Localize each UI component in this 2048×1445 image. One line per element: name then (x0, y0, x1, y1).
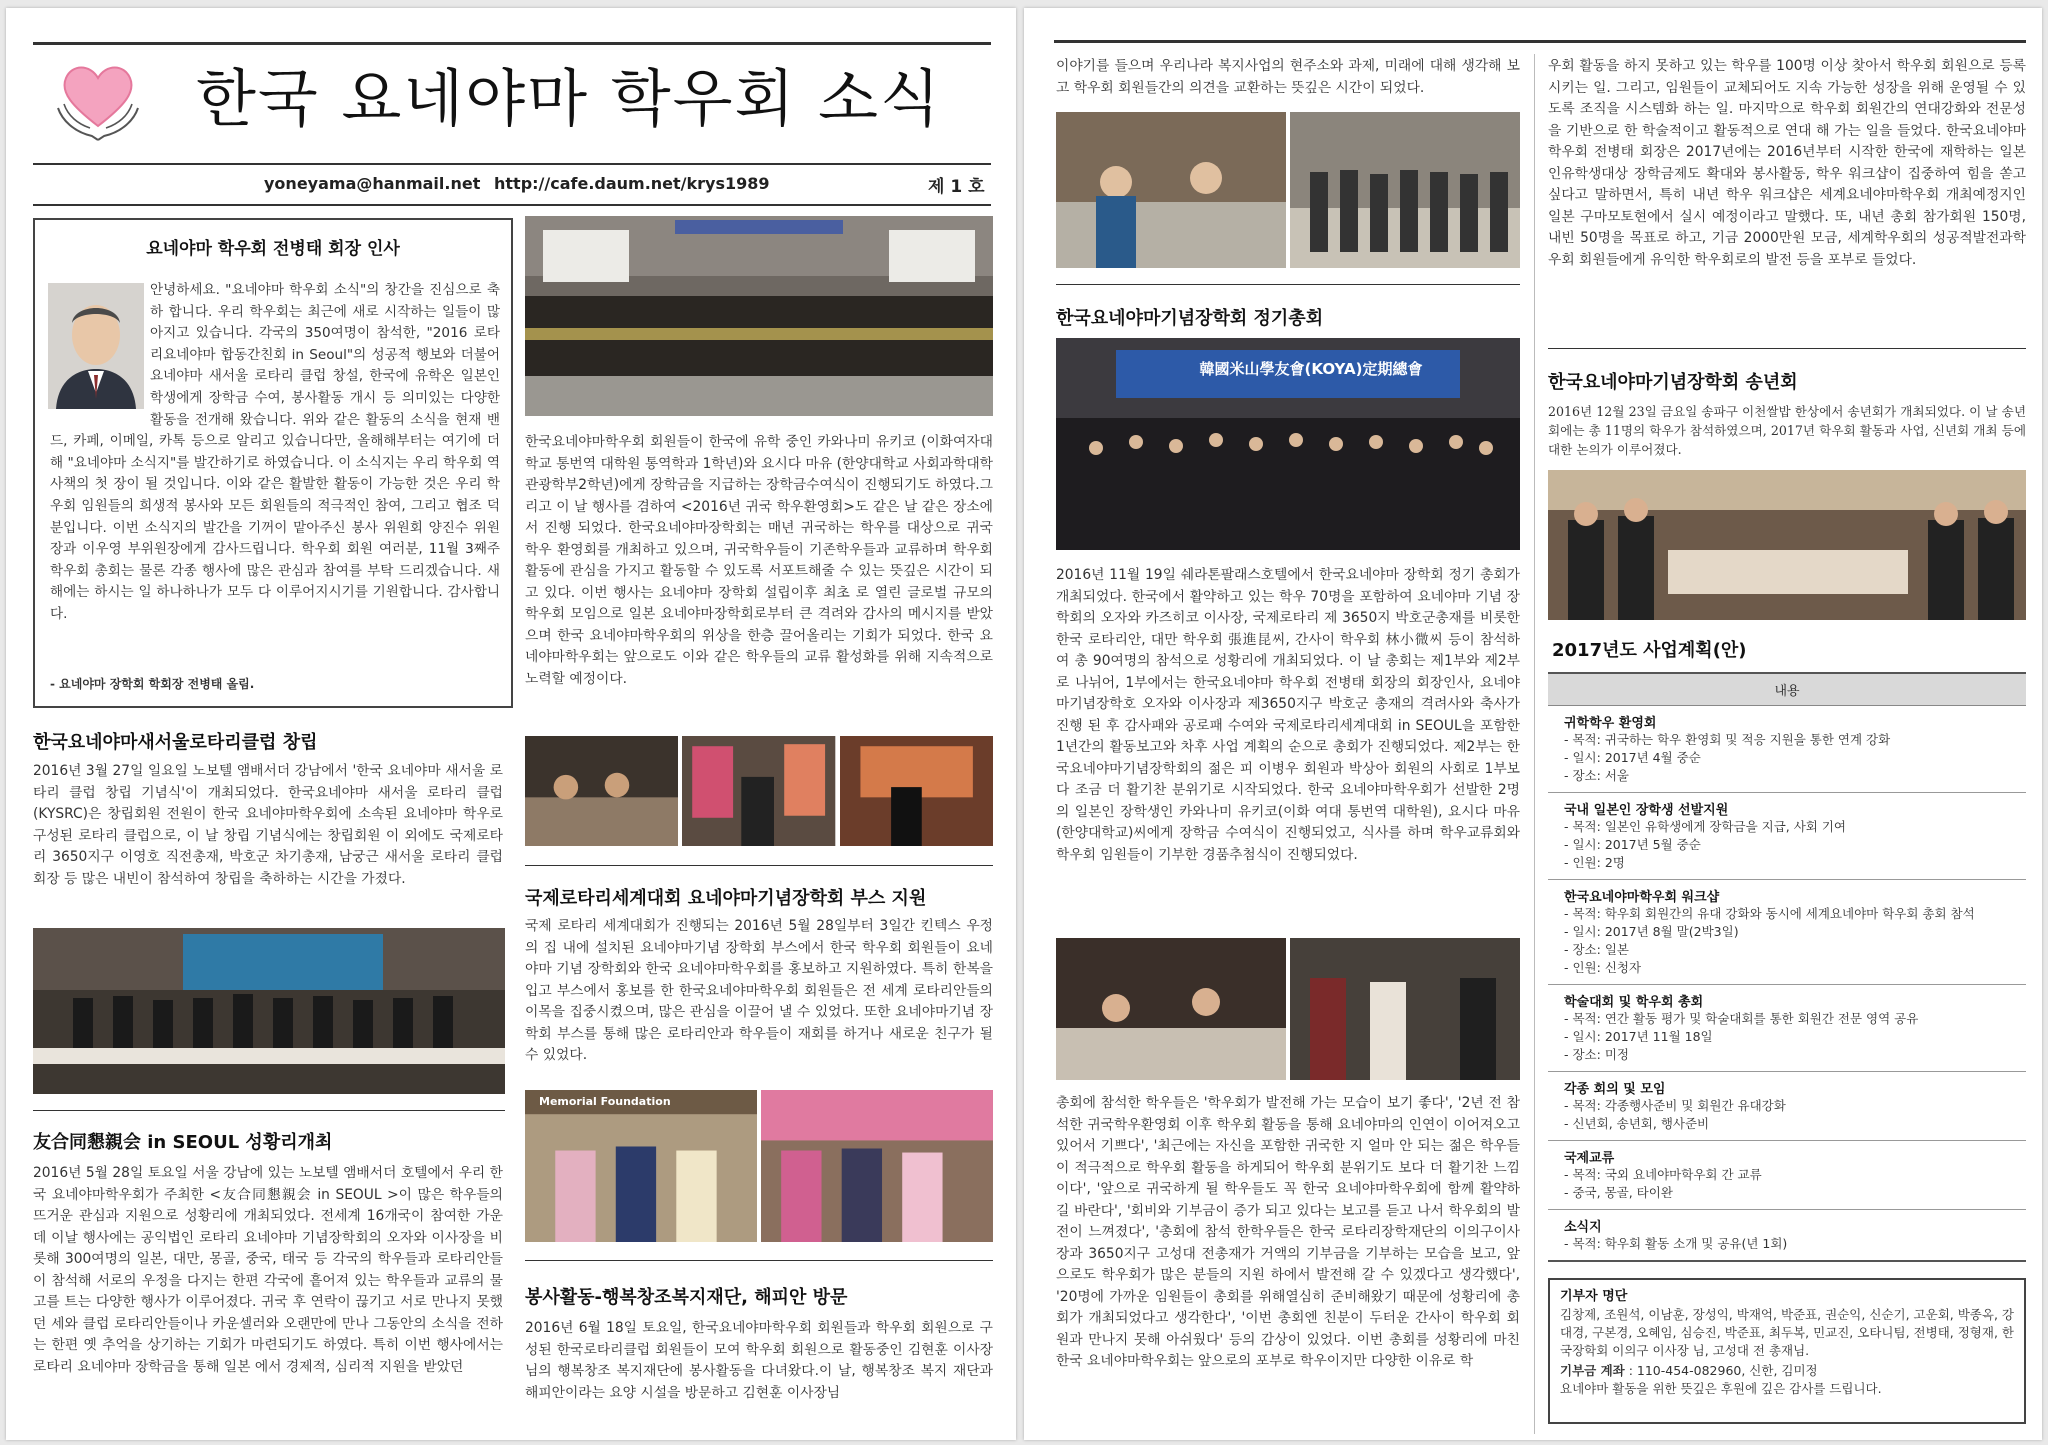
plan-item-title: 국내 일본인 장학생 선발지원 (1564, 803, 1729, 818)
plan-item-detail: - 목적: 일본인 유학생에게 장학금을 지급, 사회 기여 (1564, 819, 1847, 834)
greeting-text: 안녕하세요. "요네야마 학우회 소식"의 창간을 진심으로 축하 합니다. 우리 학우회는 최근에 새로 시작하는 일들이 많아지고 있습니다. 각국의 350여명이 참석한, "2016 로타리요네야마 합동간친회 in Seoul"의 성공적 행보와 더불어 요네야마 새서울 로타리 클럽 창설, 한국에 유학온 일본인 학생에게 장학금 수여, 봉사활동 개시 등 의미있는 다양한 활동을 전개해 왔습니다. 위와 같은 활동의 소식을 현재 밴드, 카페, 이메일, 카톡 등으로 알리고 있습니다만, 올해해부터는 여기에 더해 "요네야마 소식지"를 발간하기로 하였습니다. 이 소식지는 우리 학우회 역사책의 첫 장이 될 것입니다. 이와 같은 활발한 활동이 가능한 것은 우리 학우회 임원들의 희생적 봉사와 모든 회원들의 적극적인 참여, 그리고 협조 덕분입니다. 이번 소식지의 발간을 기꺼이 맡아주신 봉사 위원회 양진수 위원장과 이우영 부위원장에게 감사드립니다. 학우회 회원 여러분, 11월 3째주 학우회 총회는 물론 각종 행사에 많은 관심과 참여를 부탁 드리겠습니다. 새해에는 하시는 일 하나하나가 모두 다 이루어지시기를 기원합니다. 감사합니다. (50, 282, 500, 622)
yearend-body: 2016년 12월 23일 금요일 송파구 이천쌀밥 한상에서 송년회가 개최되었다. 이 날 송년회에는 총 11명의 학우가 참석하였으며, 2017년 학우회 활동과 사업, 신년회 개최 등에 대한 논의가 이루어졌다. (1548, 404, 2026, 457)
plan-item-title: 각종 회의 및 모임 (1564, 1082, 1666, 1097)
assembly-banner-text: 韓國米山學友會(KOYA)定期總會 (1199, 360, 1423, 378)
plan-item (1548, 793, 2026, 880)
plan-table-header: 내용 (1548, 674, 2026, 706)
yugo-body: 2016년 5월 28일 토요일 서울 강남에 있는 노보텔 앰배서더 호텔에서 우리 한국 요네야마학우회가 주최한 <友合同懇親会 in SEOUL >이 많은 학우들의 뜨거운 관심과 지원으로 성황리에 개최되었다. 전세계 16개국이 참여한 가운데 이날 행사에는 공익법인 로타리 요네야마 기념장학회의 오자와 이사장을 비롯해 300여명의 일본, 대만, 몽골, 중국, 태국 등 각국의 학우들과 로타리안들이 참석해 서로의 우정을 다지는 한편 각국에 흩어져 있는 학우들과 교류의 물고를 트는 다양한 행사가 이루어졌다. 귀국 후 연락이 끊기고 서로 만나지 못했던 세와 클럽 로타리안들이나 카운셀러와 오랜만에 만나 그동안의 소식을 전하는 한편 옛 추억을 상기하는 기회가 마련되기도 하였다. 특히 이번 행사에서는 로타리 요네야마 장학금을 통해 일본 에서 경제적, 심리적 지원을 받았던 (33, 1165, 503, 1375)
greeting-body (50, 280, 500, 626)
plan-item (1548, 985, 2026, 1072)
plan-item-detail: - 장소: 서울 (1564, 768, 1629, 783)
volunteer-body: 2016년 6월 18일 토요일, 한국요네야마학우회 회원들과 학우회 회원으로 구성된 한국로타리클럽 회원들이 모여 학우회 회원으로 활동중인 김현훈 이사장님의 행복창조 복지재단에 봉사활동을 다녀왔다.이 날, 행복창조 복지 재단과 해피안이라는 요양 시설을 방문하고 김현훈 이사장님 (525, 1320, 993, 1401)
plan-item-detail: - 목적: 국외 요네야마학우회 간 교류 (1564, 1167, 1762, 1182)
greeting-heading: 요네야마 학우회 전병태 회장 인사 (146, 239, 400, 259)
plan-item-detail: - 신년회, 송년회, 행사준비 (1564, 1116, 1710, 1131)
assembly-photo-2 (1290, 938, 1520, 1080)
newsletter-page-right (1024, 8, 2042, 1440)
reception-photo-1 (525, 736, 678, 846)
plan-table (1548, 672, 2026, 1262)
assembly-heading: 한국요네야마기념장학회 정기총회 (1056, 308, 1324, 329)
plan-item-detail: - 중국, 몽골, 타이완 (1564, 1185, 1673, 1200)
rotary-heading: 한국요네야마새서울로타리클럽 창립 (33, 732, 318, 753)
masthead-bottom-rule (33, 163, 991, 165)
plan-heading: 2017년도 사업계획(안) (1552, 640, 1747, 661)
assembly-comments: 총회에 참석한 학우들은 '학우회가 발전해 가는 모습이 보기 좋다', '2년 전 참석한 귀국학우환영회 이후 학우회 활동을 통해 요네야마의 인연이 이어져오고 있어서 기쁘다', '최근에는 자신을 포함한 귀국한 지 얼마 안 되는 젊은 학우들이 적극적으로 학우회 활동을 하게되어 학우회 분위기도 보다 더 활기찬 느낌이다', '앞으로 귀국하게 될 학우들도 꼭 한국 요네야마학우회에 함께 활약하길 바란다', '회비와 기부금이 증가 되고 있다는 보고를 듣고 나서 학우회의 발전이 느껴졌다', '총회에 참석 한학우들은 한국 로타리장학재단의 이의구이사장과 3650지구 고성대 전총재가 거액의 기부금을 기부하는 모습을 보고, 앞으로도 학우회가 많은 분들의 지원 하에서 발전해 갈 수 있겠다고 생각했다', '20명에 가까운 임원들이 총회를 위해열심히 준비해왔기 때문에 성황리에 총회가 개최되었다고 생각한다', '이번 총회엔 친분이 두터운 간사이 학우회 회원과 만나지 못해 아쉬웠다' 등의 감상이 있었다. 이번 총회를 성황리에 마친 한국 요네야마학우회는 앞으로의 포부로 학우이지만 다양한 이유로 학 (1056, 1095, 1520, 1369)
section-divider (33, 1110, 505, 1111)
section-divider (1056, 284, 1520, 285)
assembly-body: 2016년 11월 19일 쉐라톤팔래스호텔에서 한국요네야마 장학회 정기 총회가 개최되었다. 한국에서 활약하고 있는 학우 70명을 포함하여 요네야마 기념 장학회의 오자와 카즈히코 이사장, 국제로타리 제 3650지 박호군총재를 비롯한 한국 로타리안, 대만 학우회 張進昆씨, 간사이 학우회 林小微씨 등이 참석하여 총 90여명의 참석으로 성황리에 개최되었다. 이 날 총회는 제1부와 제2부로 나뉘어, 1부에서는 한국요네야마 학우회 전병태 회장의 회장인사, 요네야마기념장학호 오자와 이사장과 제3650지구 박호군 총재의 격려사와 축사가 진행 된 후 감사패와 공로패 수여와 국제로타리세계대회 in SEOUL을 포함한 1년간의 활동보고와 차후 사업 계획의 순으로 총회가 진행되었다. 제2부는 한국요네야마기념장학회의 젊은 피 이병우 회원과 박상아 회원의 사회로 1부보다 조금 더 활기찬 분위기로 시작되었다. 한국 요네야마학우회가 선발한 2명의 일본인 장학생인 카와나미 유키코(이화 여대 통번역 대학원), 요시다 마유(한양대학교)씨에게 장학금 수여식이 진행되었고, 식사를 하며 학우교류회와 학우회 임원들이 기부한 경품추첨식이 진행되었다. (1056, 567, 1521, 863)
plan-item-detail: - 일시: 2017년 4월 중순 (1564, 750, 1701, 765)
plan-items (1548, 706, 2026, 1260)
plan-item-title: 한국요네야마학우회 워크샵 (1564, 890, 1720, 905)
plan-item-title: 학술대회 및 학우회 총회 (1564, 995, 1704, 1010)
plan-item-detail: - 일시: 2017년 11월 18일 (1564, 1029, 1713, 1044)
plan-item-detail: - 목적: 각종행사준비 및 회원간 유대강화 (1564, 1098, 1786, 1113)
yugo-heading: 友合同懇親会 in SEOUL 성황리개최 (33, 1132, 333, 1153)
donor-box (1548, 1278, 2026, 1424)
donor-thanks: 요네야마 활동을 위한 뜻깊은 후원에 깊은 감사를 드립니다. (1560, 1381, 1882, 1396)
section-divider (1548, 348, 2026, 349)
welfare-photo-1 (1056, 112, 1286, 268)
plan-item (1548, 1141, 2026, 1210)
plan-item-detail: - 장소: 일본 (1564, 942, 1629, 957)
plan-item-detail: - 일시: 2017년 5월 중순 (1564, 837, 1701, 852)
masthead-title: 한국 요네야마 학우회 소식 (196, 62, 942, 135)
plan-item (1548, 1210, 2026, 1260)
reception-photo-2 (682, 736, 835, 846)
welfare-continued: 이야기를 들으며 우리나라 복지사업의 현주소와 과제, 미래에 대해 생각해 보고 학우회 회원들간의 의견을 교환하는 뜻깊은 시간이 되었다. (1056, 58, 1520, 96)
portrait-float (50, 280, 150, 428)
plan-item-detail: - 목적: 귀국하는 학우 환영회 및 적응 지원을 통한 연계 강화 (1564, 732, 1891, 747)
section-divider (525, 865, 993, 866)
plan-item (1548, 880, 2026, 985)
booth-photo-strip (525, 1090, 993, 1242)
booth-sign-text: Memorial Foundation (539, 1095, 671, 1108)
volunteer-heading: 봉사활동-행복창조복지재단, 해피안 방문 (525, 1287, 848, 1308)
column-divider (1534, 54, 1535, 1434)
donor-names: 김창제, 조원석, 이남훈, 장성익, 박재억, 박준표, 권순익, 신순기, 고운회, 박종옥, 강대경, 구본경, 오혜임, 심승진, 박준표, 최두복, 민교진, 오타니팀, 전병태, 정형재, 한국장학회 이의구 이사장 님, 고성대 전 총재님. (1560, 1307, 2014, 1358)
assembly-continued: 우회 활동을 하지 못하고 있는 학우를 100명 이상 찾아서 학우회 회원으로 등록시키는 일. 그리고, 임원들이 교체되어도 지속 가능한 성장을 위해 운영될 수 있도록 조직을 시스템화 하는 일. 마지막으로 학우회 회원간의 연대강화와 전문성을 기반으로 한 학술적이고 활동적으로 연대 해 가는 일을 들었다. 한국요네야마학우회 전병태 회장은 2017년에는 2016년부터 시작한 한국에 재학하는 일본인유학생대상 장학금제도 확대와 봉사활동, 학우 워크샵이 집중하여 힘을 쏟고 싶다고 말하면서, 특히 내년 학우 워크샵은 세계요네야마학우회 개최예정지인 일본 구마모토현에서 실시 예정이라고 말했다. 또, 내년 총회 참가회원 150명, 내빈 50명을 목표로 하고, 기금 2000만원 모금, 세계학우회의 성공적발전과학우회 회원들에게 유익한 학우회로의 발전 등을 포부로 들었다. (1548, 58, 2026, 268)
plan-item (1548, 1072, 2026, 1141)
donor-account (1560, 1362, 2014, 1380)
plan-item-detail: - 일시: 2017년 8월 말(2박3일) (1564, 924, 1739, 939)
yearend-heading: 한국요네야마기념장학회 송년회 (1548, 372, 1798, 393)
assembly-photo-1 (1056, 938, 1286, 1080)
rotary-body: 2016년 3월 27일 일요일 노보텔 앰배서더 강남에서 '한국 요네야마 새서울 로타리 클럽 창립 기념식'이 개최되었다. 한국요네야마 새서울 로타리 클럽(KYSRC)은 창립회원 전원이 한국 요네야마학우회에 소속된 요네야마 학우로 구성된 로타리 클럽으로, 이 날 창립 기념식에는 창립회원 이 외에도 국제로타리 3650지구 이영호 직전총재, 박호군 차기총재, 남궁근 새서울 로타리 클럽 회장 등 많은 내빈이 참석하여 창립을 축하하는 시간을 가졌다. (33, 763, 503, 887)
plan-item (1548, 706, 2026, 793)
booth-body: 국제 로타리 세계대회가 진행되는 2016년 5월 28일부터 3일간 킨텍스 우정의 집 내에 설치된 요네야마기념 장학회 부스에서 한국 학우회 회원들이 요네야마 기념 장학회와 한국 요네야마학우회를 홍보하고 지원하였다. 특히 한복을 입고 부스에서 홍보를 한 한국요네야마학우회 회원들은 전 세계 로타리안들의 이목을 집중시켰으며, 많은 관심을 이끌어 낼 수 있었다. 또한 요네야마기념 장학회 부스를 통해 많은 로타리안과 학우들이 재회를 하거나 새로운 친구가 될 수 있었다. (525, 918, 993, 1063)
welfare-photo-strip (1056, 112, 1520, 268)
greeting-signature: - 요네야마 장학회 학회장 전병태 올림. (50, 677, 255, 691)
reception-photo-strip (525, 736, 993, 846)
plan-item-detail: - 장소: 미정 (1564, 1047, 1629, 1062)
plan-item-detail: - 인원: 2명 (1564, 855, 1625, 870)
welfare-photo-2 (1290, 112, 1520, 268)
account-number: : 110-454-082960, 신한, 김미정 (1624, 1363, 1818, 1378)
yearend-dinner-photo (1548, 470, 2026, 620)
masthead-top-rule (33, 42, 991, 45)
masthead-lower-rule (33, 204, 991, 206)
newsletter-page-left (6, 8, 1016, 1440)
account-label: 기부금 계좌 (1560, 1363, 1625, 1378)
middle-body: 한국요네야마학우회 회원들이 한국에 유학 중인 카와나미 유키코 (이화여자대학교 통번역 대학원 통역학과 1학년)와 요시다 마유 (한양대학교 사회과학대학 관광학부2학년)에게 장학금을 지급하는 장학금수여식이 진행되기도 하였다.그리고 이 날 행사를 겸하여 <2016년 귀국 학우환영회>도 같은 날 같은 장소에서 진행 되었다. 한국요네야마장학회는 매년 귀국하는 학우를 대상으로 귀국 학우 환영회를 개최하고 있으며, 귀국학우들이 기존학우들과 교류하며 학우회 활동에 관심을 가지고 활동할 수 있도록 서포트해줄 수 있는 뜻깊은 시간이 되고 있다. 이번 행사는 요네야마 장학회 설립이후 최초 로 열린 글로벌 규모의 학우회 모임으로 일본 요네야마장학회로부터 큰 격려와 감사의 메시지를 받았으며 한국 요네야마학우회의 위상을 한층 끌어올리는 기회가 되었다. 한국 요네야마학우회는 앞으로도 이와 같은 학우들의 교류 활성화를 위해 지속적으로 노력할 예정이다. (525, 434, 993, 687)
plan-item-detail: - 목적: 연간 활동 평가 및 학술대회를 통한 회원간 전문 영역 공유 (1564, 1011, 1919, 1026)
rotary-group-photo (33, 928, 505, 1094)
conference-group-photo (525, 216, 993, 416)
plan-item-title: 귀학학우 환영회 (1564, 716, 1657, 731)
plan-item-detail: - 인원: 신청자 (1564, 960, 1642, 975)
reception-photo-3 (840, 736, 993, 846)
plan-item-detail: - 목적: 학우회 회원간의 유대 강화와 동시에 세계요네야마 학우회 총회 참석 (1564, 906, 1975, 921)
booth-heading: 국제로타리세계대회 요네야마기념장학회 부스 지원 (525, 888, 927, 909)
donor-heading: 기부자 명단 (1560, 1289, 1628, 1304)
booth-photo-1 (525, 1090, 757, 1242)
booth-photo-2 (761, 1090, 993, 1242)
cafe-url[interactable]: http://cafe.daum.net/krys1989 (494, 174, 770, 193)
section-divider (525, 1260, 993, 1261)
heart-hands-logo (52, 56, 144, 144)
plan-item-title: 국제교류 (1564, 1151, 1615, 1166)
plan-item-detail: - 목적: 학우회 활동 소개 및 공유(년 1회) (1564, 1236, 1788, 1251)
page-top-rule (1054, 40, 2026, 43)
plan-item-title: 소식지 (1564, 1220, 1602, 1235)
assembly-group-photo (1056, 338, 1520, 550)
issue-number: 제 1 호 (928, 177, 985, 197)
contact-email[interactable]: yoneyama@hanmail.net (264, 174, 481, 193)
assembly-photo-strip (1056, 938, 1520, 1080)
